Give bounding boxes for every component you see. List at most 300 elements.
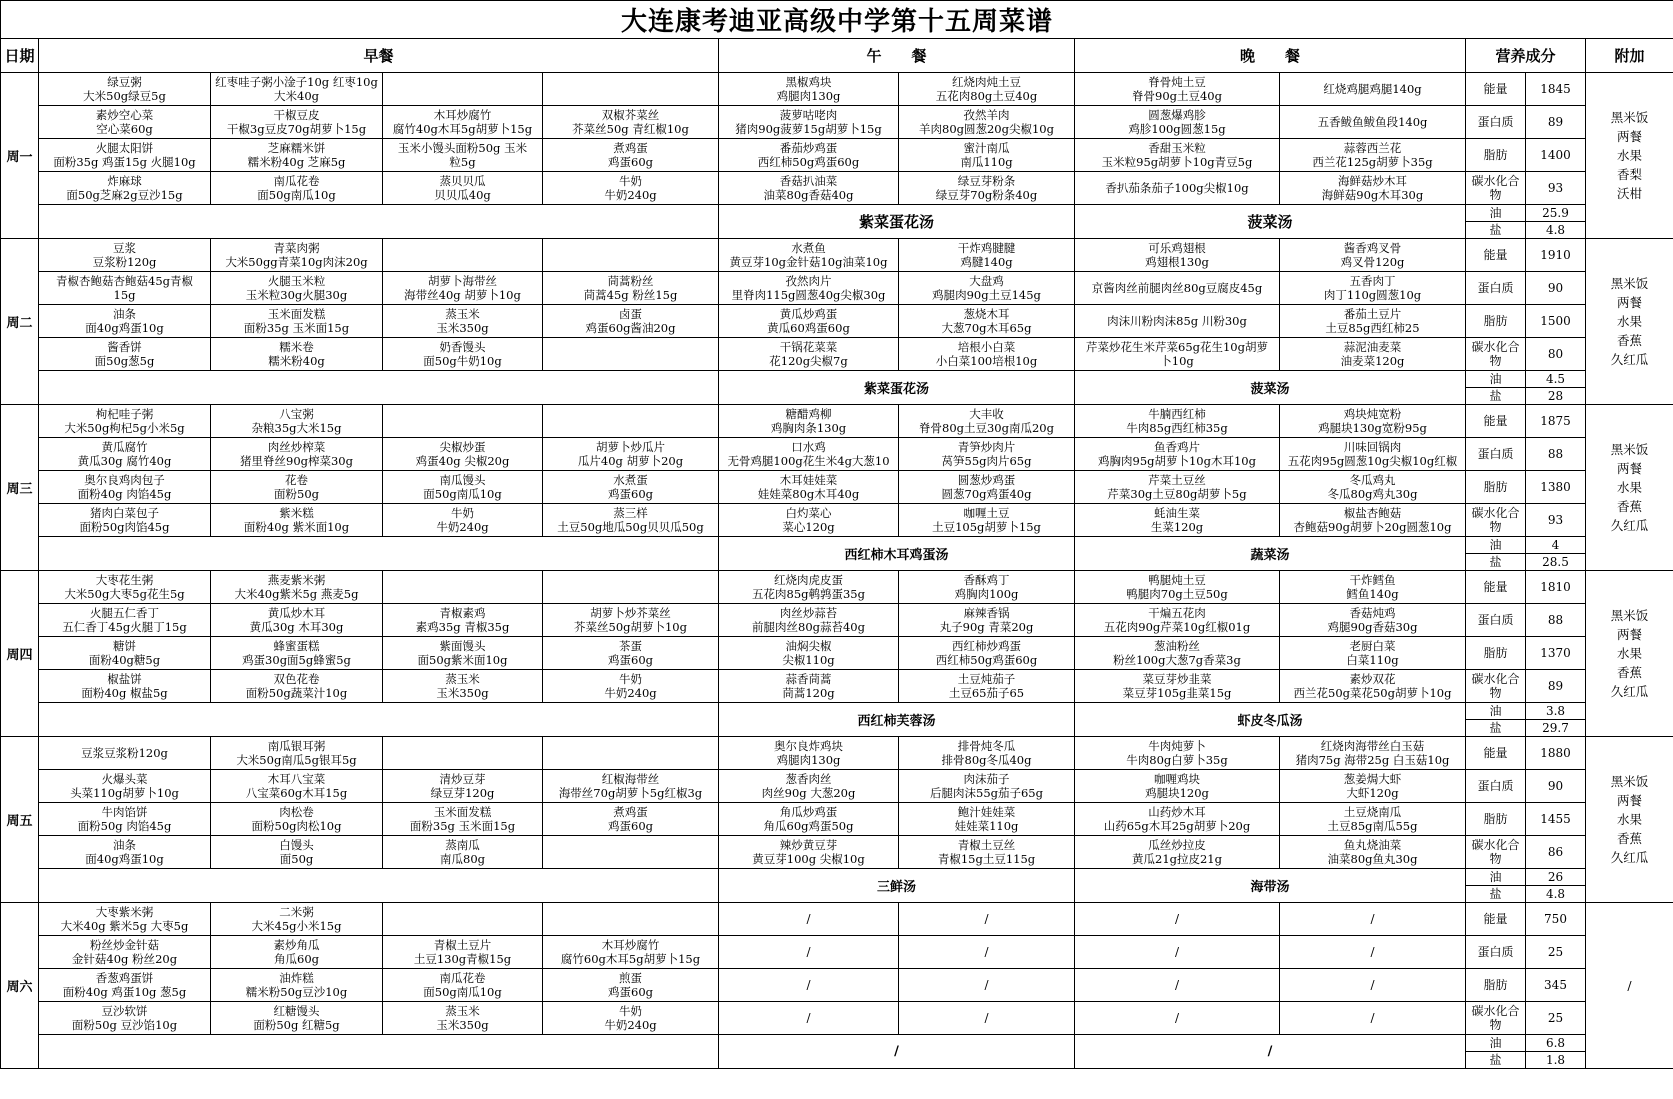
nutrient-value: 90 [1526,770,1586,803]
lunch-item [899,836,1075,869]
dish-ingredients: 面粉40g糖5g [88,653,161,667]
dish-ingredients: 牛肉80g白萝卜35g [1126,753,1228,767]
dish-name: 水煮鱼 [791,241,826,255]
menu-row [1,969,1673,1002]
breakfast-item [39,272,211,305]
dish-ingredients: 面50g牛奶10g [423,354,502,368]
menu-row [1,106,1673,139]
extra-item: 水果 [1617,314,1643,329]
dish-name: 牛奶 [619,1004,642,1018]
breakfast-item [543,571,719,604]
dish-ingredients: 五花肉95g圆葱10g尖椒10g红椒 [1287,454,1458,468]
dish-name: 培根小白菜 [957,340,1016,354]
nutrient-label: 油 [1466,205,1526,222]
dish-ingredients: 腐竹60g木耳5g胡萝卜15g [560,952,701,966]
dish-ingredients: 白菜110g [1346,653,1399,667]
dish-name: 口水鸡 [791,440,826,454]
breakfast-item [211,504,383,537]
nutrient-value: 25 [1526,1002,1586,1035]
dinner-item [1075,604,1280,637]
dish-name: 蒸玉米 [445,307,480,321]
soup-row [1,537,1673,554]
dinner-soup: / [1075,1035,1466,1069]
dish-name: 火腿太阳饼 [95,141,154,155]
dish-ingredients: 南瓜110g [960,155,1013,169]
dish-ingredients: 牛奶240g [604,188,657,202]
lunch-item [899,504,1075,537]
extra-items [1586,73,1673,239]
dish-name: 山药炒木耳 [1148,805,1206,819]
dish-name: / [806,945,811,959]
dish-ingredients: 土豆105g胡萝卜15g [932,520,1041,534]
breakfast-item [543,737,719,770]
dish-ingredients: 角瓜60g鸡蛋50g [763,819,854,833]
nutrient-label: 油 [1466,869,1526,886]
dish-ingredients: 糯米粉50g豆沙10g [245,985,348,999]
dish-name: 蜜汁南瓜 [963,141,1010,155]
soup-row [1,1035,1673,1052]
breakfast-item [383,770,543,803]
breakfast-item [39,936,211,969]
dish-ingredients: 大米50gg青菜10g肉沫20g [225,255,368,269]
dish-ingredients: 面粉35g 玉米面15g [409,819,516,833]
dish-ingredients: 海鲜菇90g木耳30g [1321,188,1424,202]
dish-name: 麻辣香锅 [963,606,1010,620]
dish-ingredients: 大米50g大枣5g花生5g [64,587,185,601]
dinner-item [1280,670,1466,703]
nutrient-label: 盐 [1466,222,1526,239]
extra-item: 两餐 [1617,793,1643,808]
dish-name: 火腿玉米粒 [267,274,326,288]
breakfast-item [39,670,211,703]
nutrient-label: 碳水化合物 [1466,1002,1526,1035]
menu-row [1,338,1673,371]
dish-name: / [1370,945,1375,959]
nutrient-label: 盐 [1466,886,1526,903]
dish-ingredients: 豆浆粉120g [92,255,157,269]
dish-name: / [806,1011,811,1025]
dish-name: 香葱鸡蛋饼 [95,971,154,985]
nutrient-label: 能量 [1466,405,1526,438]
dinner-item [1280,969,1466,1002]
dish-ingredients: 娃娃菜110g [954,819,1019,833]
salt-value: 4.8 [1526,886,1586,903]
dish-ingredients: 鸡叉骨120g [1340,255,1405,269]
dish-ingredients: 牛奶240g [604,686,657,700]
dish-name: 西红柿炒鸡蛋 [952,639,1021,653]
nutrient-label: 碳水化合物 [1466,338,1526,371]
dish-ingredients: 干椒3g豆皮70g胡萝卜15g [226,122,367,136]
dish-name: 番茄土豆片 [1343,307,1402,321]
lunch-soup: 三鲜汤 [719,869,1075,903]
dish-ingredients: 空心菜60g [96,122,153,136]
breakfast-item [211,172,383,205]
dish-name: 双椒芥菜丝 [601,108,660,122]
dinner-item [1075,737,1280,770]
lunch-item [899,239,1075,272]
menu-row [1,604,1673,637]
dinner-item [1280,73,1466,106]
dish-name: 香甜玉米粒 [1148,141,1206,155]
dish-ingredients: 牛奶240g [436,520,489,534]
extra-items [1586,737,1673,903]
dish-name: 芹菜土豆丝 [1148,473,1206,487]
lunch-item [899,803,1075,836]
menu-row [1,770,1673,803]
salt-value: 29.7 [1526,720,1586,737]
breakfast-item [211,438,383,471]
dish-ingredients: 五花肉85g鹌鹑蛋35g [752,587,865,601]
breakfast-item [211,338,383,371]
lunch-item [719,272,899,305]
breakfast-item [211,106,383,139]
dish-name: 青椒土豆丝 [957,838,1016,852]
dish-name: 脊骨炖土豆 [1148,75,1206,89]
dish-ingredients: 大米50g南瓜5g银耳5g [236,753,357,767]
dish-ingredients: 娃娃菜80g木耳40g [757,487,860,501]
breakfast-item [211,637,383,670]
dish-name: 京酱肉丝前腿肉丝80g豆腐皮45g [1091,281,1263,295]
header-lunch: 午 餐 [719,39,1075,73]
dish-ingredients: 面粉50g 豆沙馅10g [71,1018,178,1032]
dish-name: 土豆炖茄子 [957,672,1016,686]
dish-name: 香酥鸡丁 [963,573,1010,587]
dish-name: 双色花卷 [273,672,320,686]
dinner-item [1280,338,1466,371]
breakfast-item [39,571,211,604]
breakfast-item [39,803,211,836]
breakfast-item [543,405,719,438]
breakfast-item [543,139,719,172]
header-dinner: 晚 餐 [1075,39,1466,73]
dish-ingredients: 面50g芝麻2g豆沙15g [66,188,183,202]
dish-name: 油条 [113,838,136,852]
dish-ingredients: 鸡蛋40g 尖椒20g [415,454,510,468]
extra-item: 黑米饭 [1610,442,1649,457]
dish-name: 绿豆粥 [107,75,142,89]
breakfast-item [543,172,719,205]
dish-name: 干炸鸡腱腱 [957,241,1016,255]
nutrient-label: 蛋白质 [1466,438,1526,471]
dish-ingredients: 贝贝瓜40g [434,188,491,202]
menu-row [1,73,1673,106]
dish-ingredients: 猪肉90g菠萝15g胡萝卜15g [735,122,882,136]
dish-name: 南瓜银耳粥 [267,739,326,753]
oil-value: 3.8 [1526,703,1586,720]
breakfast-item [39,969,211,1002]
dish-ingredients: 面粉40g 肉馅45g [77,487,172,501]
dinner-item [1280,1002,1466,1035]
nutrient-value: 1455 [1526,803,1586,836]
dinner-soup: 虾皮冬瓜汤 [1075,703,1466,737]
dish-ingredients: 角瓜60g [274,952,319,966]
extra-item: 香蕉 [1617,333,1643,348]
extra-item: 水果 [1617,812,1643,827]
dish-ingredients: 青椒15g土豆115g [937,852,1036,866]
dish-name: / [1370,912,1375,926]
menu-row [1,305,1673,338]
dish-name: 牛肉馅饼 [101,805,148,819]
dish-name: / [1174,1011,1180,1025]
dinner-item [1280,803,1466,836]
lunch-soup: 西红柿木耳鸡蛋汤 [719,537,1075,571]
dish-name: / [806,912,811,926]
dish-name: 酱香饼 [107,340,142,354]
breakfast-item [211,1002,383,1035]
breakfast-item [383,405,543,438]
dish-ingredients: 里脊肉115g圆葱40g尖椒30g [731,288,886,302]
dish-name: 酱香鸡叉骨 [1343,241,1402,255]
dish-name: 五香肉丁 [1349,274,1396,288]
nutrient-value: 1845 [1526,73,1586,106]
dish-ingredients: 鸡胸肉95g胡萝卜10g木耳10g [1098,454,1256,468]
dish-name: 肉丝炒蒜苔 [779,606,838,620]
dish-ingredients: 鸡蛋60g [608,985,653,999]
menu-row [1,405,1673,438]
dish-ingredients: 排骨80g冬瓜40g [941,753,1032,767]
nutrient-value: 88 [1526,438,1586,471]
breakfast-item [39,239,211,272]
lunch-item [899,670,1075,703]
breakfast-item [211,770,383,803]
breakfast-item [383,239,543,272]
dinner-item [1280,903,1466,936]
lunch-item [719,305,899,338]
day-label: 周六 [1,903,39,1069]
dinner-item [1075,803,1280,836]
dish-ingredients: 肉丁110g圆葱10g [1323,288,1422,302]
breakfast-item [39,737,211,770]
extra-item: 久红瓜 [1610,518,1649,533]
breakfast-item [211,836,383,869]
dish-name: 葱油粉丝 [1154,639,1200,653]
nutrient-label: 脂肪 [1466,969,1526,1002]
lunch-item [899,139,1075,172]
dish-name: 卤蛋 [619,307,642,321]
soup-row [1,703,1673,720]
lunch-item [719,803,899,836]
nutrient-label: 蛋白质 [1466,936,1526,969]
dish-ingredients: 杏鲍菇90g胡萝卜20g圆葱10g [1293,520,1452,534]
dish-name: 紫面馒头 [439,639,486,653]
nutrient-value: 93 [1526,504,1586,537]
dish-ingredients: 面粉50g肉馅45g [79,520,170,534]
lunch-item [719,637,899,670]
dish-name: 素炒角瓜 [273,938,320,952]
dinner-item [1280,836,1466,869]
lunch-item [719,73,899,106]
nutrient-label: 油 [1466,703,1526,720]
dish-ingredients: 鸡腿块120g [1145,786,1209,800]
dish-ingredients: 大米50g绿豆5g [83,89,166,103]
dish-name: 海鲜菇炒木耳 [1338,174,1407,188]
dish-name: 椒盐饼 [107,672,142,686]
dish-ingredients: 鸡腿肉90g土豆145g [932,288,1041,302]
dish-name: 红烧鸡腿鸡腿140g [1323,82,1422,96]
dish-ingredients: 面50g葱5g [94,354,155,368]
menu-row [1,737,1673,770]
dish-ingredients: 面粉40g 鸡蛋10g 葱5g [62,985,187,999]
dish-name: 牛肉炖萝卜 [1148,739,1206,753]
menu-row [1,936,1673,969]
dish-ingredients: 鸡蛋60g [608,819,653,833]
dish-ingredients: 牛奶240g [604,1018,657,1032]
dish-name: 肉沫川粉肉沫85g 川粉30g [1107,314,1247,328]
dish-name: 南瓜花卷 [273,174,320,188]
lunch-item [719,571,899,604]
soup-row [1,371,1673,388]
dish-name: 葱烧木耳 [963,307,1010,321]
nutrient-value: 1875 [1526,405,1586,438]
dish-name: 红烧肉虎皮蛋 [774,573,843,587]
dish-name: 二米粥 [279,905,314,919]
dish-ingredients: 西兰花125g胡萝卜35g [1312,155,1433,169]
dish-ingredients: 脊骨80g土豆30g南瓜20g [919,421,1054,435]
dish-ingredients: 鳕鱼140g [1346,587,1399,601]
dish-name: 青椒素鸡 [439,606,486,620]
menu-row [1,139,1673,172]
menu-row [1,438,1673,471]
breakfast-item [543,438,719,471]
dish-name: 菠萝咕咾肉 [779,108,838,122]
extra-item: 香梨 [1617,167,1643,182]
dish-ingredients: 面粉50g蔬菜汁10g [245,686,348,700]
breakfast-empty [39,371,719,405]
lunch-item [719,770,899,803]
nutrient-value: 345 [1526,969,1586,1002]
dish-ingredients: 鸡腿90g香菇30g [1327,620,1418,634]
dish-ingredients: 粉丝100g大葱7g香菜3g [1113,653,1241,667]
breakfast-item [383,272,543,305]
dinner-item [1075,504,1280,537]
extra-item: / [1627,978,1632,993]
dish-ingredients: 后腿肉沫55g茄子65g [930,786,1043,800]
day-label: 周五 [1,737,39,903]
dish-ingredients: 尖椒110g [782,653,835,667]
lunch-item [899,172,1075,205]
dish-name: 素炒双花 [1349,672,1396,686]
dish-name: 干煸五花肉 [1148,606,1206,620]
dish-ingredients: 面粉40g 椒盐5g [81,686,168,700]
dish-ingredients: 玉米350g [436,686,489,700]
day-label: 周一 [1,73,39,239]
dish-name: / [1174,978,1180,992]
breakfast-item [543,305,719,338]
menu-row [1,272,1673,305]
nutrient-label: 油 [1466,537,1526,554]
dish-name: 肉沫茄子 [963,772,1010,786]
dish-name: 排骨炖冬瓜 [957,739,1016,753]
dish-name: 水煮蛋 [613,473,648,487]
dish-name: / [984,978,989,992]
lunch-item [719,836,899,869]
dish-ingredients: 芥菜丝50g 青红椒10g [572,122,689,136]
dish-name: 大丰收 [969,407,1004,421]
dish-ingredients: 面40g鸡蛋10g [85,321,164,335]
dinner-item [1280,604,1466,637]
menu-row [1,571,1673,604]
dish-name: / [984,1011,989,1025]
menu-row [1,903,1673,936]
nutrient-label: 碳水化合物 [1466,670,1526,703]
dish-name: 豆浆豆浆粉120g [81,746,168,760]
breakfast-item [543,1002,719,1035]
dish-ingredients: 茼蒿45g 粉丝15g [583,288,678,302]
lunch-soup: 西红柿芙蓉汤 [719,703,1075,737]
dish-name: 红糖馒头 [273,1004,320,1018]
breakfast-item [211,139,383,172]
dish-name: / [1370,978,1375,992]
extra-item: 水果 [1617,480,1643,495]
nutrient-value: 89 [1526,670,1586,703]
dish-ingredients: 鸡蛋60g [608,155,653,169]
breakfast-item [383,969,543,1002]
lunch-item [899,604,1075,637]
dish-ingredients: 鸡蛋30g面5g蜂蜜5g [242,653,351,667]
dinner-item [1075,305,1280,338]
oil-value: 4 [1526,537,1586,554]
breakfast-item [39,903,211,936]
dish-ingredients: 玉米粒30g火腿30g [245,288,348,302]
dinner-item [1075,405,1280,438]
breakfast-item [383,903,543,936]
breakfast-item [383,1002,543,1035]
dish-ingredients: 海带丝70g胡萝卜5g红椒3g [558,786,703,800]
nutrient-label: 能量 [1466,737,1526,770]
breakfast-item [39,471,211,504]
dinner-soup: 蔬菜汤 [1075,537,1466,571]
dish-ingredients: 15g [113,288,136,302]
dish-ingredients: 芹菜30g土豆80g胡萝卜5g [1107,487,1247,501]
header-breakfast: 早餐 [39,39,719,73]
dish-name: 蒸南瓜 [445,838,480,852]
lunch-item [899,305,1075,338]
menu-row [1,239,1673,272]
breakfast-item [543,604,719,637]
dish-ingredients: 鸡蛋60g [608,653,653,667]
dish-name: 瓜丝炒拉皮 [1148,838,1206,852]
dinner-item [1075,969,1280,1002]
dish-ingredients: 生菜120g [1150,520,1204,534]
oil-value: 25.9 [1526,205,1586,222]
dish-ingredients: 面粉50g 肉馅45g [77,819,172,833]
breakfast-item [211,405,383,438]
breakfast-item [211,670,383,703]
dish-ingredients: 面粉40g 紫米面10g [243,520,350,534]
dinner-item [1280,106,1466,139]
extra-item: 两餐 [1617,295,1643,310]
extra-item: 黑米饭 [1610,774,1649,789]
lunch-item [719,106,899,139]
dish-name: 大盘鸡 [969,274,1004,288]
nutrient-label: 油 [1466,1035,1526,1052]
dish-ingredients: 杂粮35g大米15g [251,421,342,435]
lunch-item [719,504,899,537]
lunch-item [899,571,1075,604]
soup-row [1,869,1673,886]
nutrient-value: 88 [1526,604,1586,637]
dish-name: 鲍汁娃娃菜 [957,805,1016,819]
dish-ingredients: 菜豆芽105g韭菜15g [1122,686,1232,700]
lunch-item [899,438,1075,471]
nutrient-value: 1400 [1526,139,1586,172]
dinner-item [1280,405,1466,438]
dish-name: 尖椒炒蛋 [439,440,486,454]
dinner-item [1075,936,1280,969]
dish-ingredients: 面50g南瓜10g [423,487,502,501]
dish-name: 角瓜炒鸡蛋 [779,805,838,819]
dish-ingredients: 鸡腿肉130g [776,753,841,767]
